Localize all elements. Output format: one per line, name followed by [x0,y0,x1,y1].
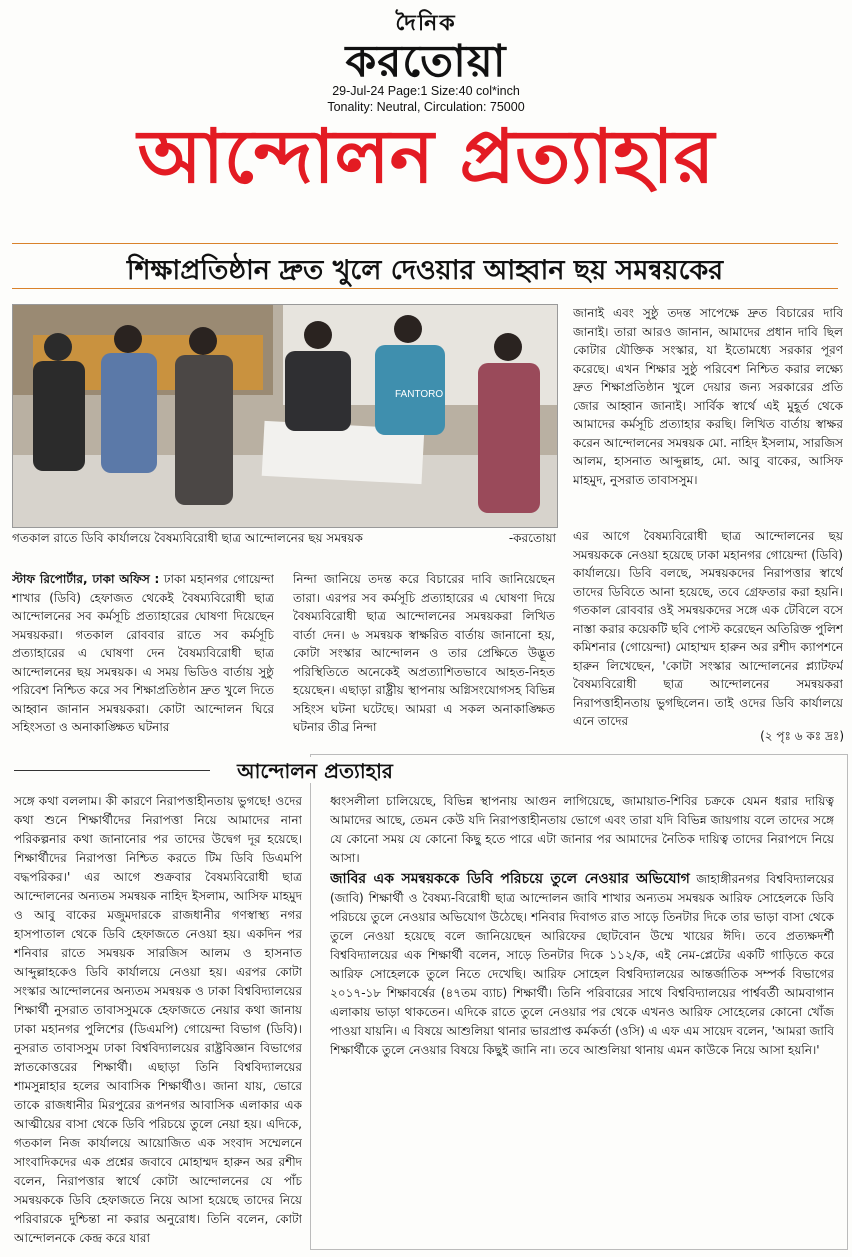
divider-top [12,243,838,244]
photo-caption: গতকাল রাতে ডিবি কার্যালয়ে বৈষম্যবিরোধী ছাত্র আন্দোলনের ছয় সমন্বয়ক [12,531,363,545]
masthead-prefix: দৈনিক [395,11,457,36]
clipping-meta-line2: Tonality: Neutral, Circulation: 75000 [327,100,525,114]
section-title: আন্দোলন প্রত্যাহার [210,757,420,783]
continuation-left-column [14,792,302,1247]
article-column-3b [573,527,843,727]
continuation-right-column [330,792,834,1242]
article-col2-text: নিন্দা জানিয়ে তদন্ত করে বিচারের দাবি জানিয়েছেন তারা। এরপর সব কর্মসূচি প্রত্যাহারের এ ঘোষণা দিয়ে বৈষম্যবিরোধী ছাত্র আন্দোলনের সমন্বয়করা লিখিত বার্তা দেন। ৬ সমন্বয়ক স্বাক্ষরিত বার্তায় জানানো হয়, কোটা সংস্কার আন্দোলন ও তার প্রেক্ষিতে উদ্ভূত পরিস্থিতিতে অনেকেই অপ্রত্যাশিতভাবে আহত-নিহত হয়েছেন। এছাড়া রাষ্ট্রীয় স্থাপনায় অগ্নিসংযোগসহ বিভিন্ন সহিংস ঘটনা ঘটেছে। আমরা এ সকল অনাকাঙ্ক্ষিত ঘটনার তীব্র নিন্দা [293,572,555,734]
article-col3a-text: জানাই এবং সুষ্ঠু তদন্ত সাপেক্ষে দ্রুত বিচারের দাবি জানাই। তারা আরও জানান, আমাদের প্রধান দাবি ছিল কোটার যৌক্তিক সংস্কার, যা ইতোমধ্যে সরকার পূরণ করেছে। এখন শিক্ষার সুষ্ঠু পরিবেশ নিশ্চিত করার লক্ষ্যে দ্রুত শিক্ষাপ্রতিষ্ঠান খুলে দেয়ার জন্য সরকারের প্রতি জোর আহ্বান জানাই। সার্বিক স্বার্থে এই মুহূর্ত থেকে আমাদের কর্মসূচি প্রত্যাহার করছি। লিখিত বার্তায় স্বাক্ষর করেন আন্দোলনের সমন্বয়ক মো. নাহিদ ইসলাম, সারজিস আলম, হাসনাত আব্দুল্লাহ, মো. আবু বাকের, আসিফ মাহমুদ, নুসরাত তাবাসসুম। [573,306,843,487]
shirt-text: FANTORO [395,389,444,400]
continuation-right-p1: ধ্বংসলীলা চালিয়েছে, বিভিন্ন স্থাপনায় আগুন লাগিয়েছে, জামায়াত-শিবির চক্রকে যেমন ধরার দায়িত্ব আমাদের আছে, তেমন কেউ যদি নিরাপত্তাহীনতায় ভোগে এবং তারা যদি বিভিন্ন জায়গায় বলে তাদের সঙ্গে যে কোনো সময় যে কোনো কিছু হতে পারে এটা জানার পর আমাদের নৈতিক দায়িত্ব তাদের নিরাপদে নিয়ে আসা। [330,794,834,865]
photo-caption-row [12,530,556,550]
subheadline: শিক্ষাপ্রতিষ্ঠান দ্রুত খুলে দেওয়ার আহ্বান ছয় সমন্বয়কের [126,255,724,286]
article-col1-text: ঢাকা মহানগর গোয়েন্দা শাখার (ডিবি) হেফাজত থেকেই বৈষম্যবিরোধী ছাত্র আন্দোলনের সব কর্মসূচি প্রত্যাহারের ঘোষণা দিয়েছেন সমন্বয়করা। গতকাল রোববার রাতে সব কর্মসূচি প্রত্যাহারের এ ঘোষণা দেন বৈষম্যবিরোধী ছাত্র আন্দোলনের ছয় সমন্বয়ক। এ সময় ভিডিও বার্তায় সুষ্ঠু পরিবেশ নিশ্চিত করে সব শিক্ষাপ্রতিষ্ঠান দ্রুত খুলে দিতে আহ্বান জানান সমন্বয়করা। কোটা আন্দোলন ঘিরে সহিংসতা ও অনাকাঙ্ক্ষিত ঘটনার [12,572,274,734]
continued-note: (২ পৃঃ ৬ কঃ দ্রঃ) [760,729,844,743]
continuation-left-text: সঙ্গে কথা বললাম। কী কারণে নিরাপত্তাহীনতায় ভুগছে! ওদের কথা শুনে শিক্ষার্থীদের নিরাপত্তা নিয়ে আমাদের নানা পরিকল্পনার কথা জানানোর পর তাদের উদ্বেগ দূর হয়েছে। শিক্ষার্থীদের নিরাপত্তা নিশ্চিত করতে টিম ডিবি ডিএমপি বদ্ধপরিকর।' এর আগে শুক্রবার বৈষম্যবিরোধী ছাত্র আন্দোলনের অন্যতম সমন্বয়ক নাহিদ ইসলাম, আসিফ মাহমুদ ও আবু বাকের মজুমদারকে রাজধানীর গণস্বাস্থ্য নগর হাসপাতাল থেকে ডিবি হেফাজতে নেওয়া হয়। একদিন পর শনিবার রাতে সমন্বয়ক সারজিস আলম ও হাসনাত আব্দুল্লাহকেও ডিবি কার্যালয়ে নেওয়া হয়। এরপর কোটা সংস্কার আন্দোলনের অন্যতম সমন্বয়ক ও ঢাকা বিশ্ববিদ্যালয়ের শিক্ষার্থী নুসরাত তাবাসসুমকে হেফাজতে নেয়ার কথা জানায় ঢাকা মহানগর পুলিশের (ডিএমপি) গোয়েন্দা বিভাগ (ডিবি)। নুসরাত তাবাসসুম ঢাকা বিশ্ববিদ্যালয়ের রাষ্ট্রবিজ্ঞান বিভাগের স্নাতকোত্তরের শিক্ষার্থী। এছাড়া তিনি বিশ্ববিদ্যালয়ের শামসুন্নাহার হলের আবাসিক শিক্ষার্থীও। জানা যায়, ভোরে তাকে রাজধানীর মিরপুরের রূপনগর আবাসিক এলাকার এক আত্মীয়ের বাসা থেকে ডিবি পরিচয়ে তুলে নেয়া হয়। এদিকে, গতকাল নিজ কার্যালয়ে আয়োজিত এক সংবাদ সম্মেলনে সাংবাদিকদের এক প্রশ্নের জবাবে মোহাম্মদ হারুন অর রশীদ বলেন, নিরাপত্তার স্বার্থে কোটা আন্দোলনের যে পাঁচ সমন্বয়ককে ডিবি হেফাজতে নিয়ে আসা হয়েছে তাদের নিয়ে পরিবারকে দুশ্চিন্তা না করার অনুরোধ। তিনি বলেন, কোটা আন্দোলনকে কেন্দ্র করে যারা [14,794,302,1245]
sub-heading: জাবির এক সমন্বয়ককে ডিবি পরিচয়ে তুলে নেওয়ার অভিযোগ [330,871,690,887]
article-column-3a [573,304,843,526]
divider-bottom [12,288,838,289]
clipping-meta-line1: 29-Jul-24 Page:1 Size:40 col*inch [332,84,520,98]
photo-credit: -করতোয়া [508,531,556,545]
continuation-right-p2: জাহাঙ্গীরনগর বিশ্ববিদ্যালয়ের (জাবি) শিক্ষার্থী ও বৈষম্য-বিরোধী ছাত্র আন্দোলন জাবি শাখার অন্যতম সমন্বয়ক আরিফ সোহেলকে ডিবি পরিচয়ে তুলে নেওয়ার অভিযোগ উঠেছে। শনিবার দিবাগত রাত সাড়ে তিনটার দিকে তার ভাড়া বাসা থেকে তুলে নেওয়া হয়েছে বলে জানিয়েছেন আরিফের ছোটবোন উম্মে খায়ের ঈদি। তবে প্রত্যক্ষদর্শী বিশ্ববিদ্যালয়ের এক শিক্ষার্থী বলেন, সাড়ে তিনটার দিকে ১১২/ক, এই নেম-প্লেটের একটি গাড়িতে করে আরিফ সোহেলকে তুলে নিতে দেখেছি। আরিফ সোহেল বিশ্ববিদ্যালয়ের আন্তর্জাতিক সম্পর্ক বিভাগের ২০১৭-১৮ শিক্ষাবর্ষের (৪৭তম ব্যাচ) শিক্ষার্থী। তিনি পরিবারের সাথে বিশ্ববিদ্যালয়ের পার্শ্ববর্তী আমবাগান এলাকায় ভাড়া থাকতেন। এদিকে রাতে তুলে নেওয়ার পর থেকে এখনও আরিফ সোহেলের কোনো খোঁজ পাওয়া যায়নি। এ বিষয়ে আশুলিয়া থানার ভারপ্রাপ্ত কর্মকর্তা (ওসি) এ এফ এম সায়েদ বলেন, 'আমরা জাবি শিক্ষার্থীকে তুলে নেওয়ার বিষয়ে কিছুই জানি না। তবে আশুলিয়া থানায় এমন কাউকে নিয়ে আসা হয়নি।' [330,872,834,1057]
article-column-1 [12,570,274,738]
headline: আন্দোলন প্রত্যাহার [137,114,715,200]
photo-illustration [13,305,557,527]
masthead-logo: করতোয়া [345,36,507,87]
article-col3b-text: এর আগে বৈষম্যবিরোধী ছাত্র আন্দোলনের ছয় সমন্বয়ককে নেওয়া হয়েছে ঢাকা মহানগর গোয়েন্দা (ডিবি) কার্যালয়ে। ডিবি বলছে, সমন্বয়কদের নিরাপত্তার স্বার্থে তাদের ডিবিতে আনা হয়েছে, তবে গ্রেফতার করা হয়নি। গতকাল রোববার ওই সমন্বয়কদের সঙ্গে এক টেবিলে বসে নাস্তা করার কয়েকটি ছবি পোস্ট করেছেন অতিরিক্ত পুলিশ কমিশনার (গোয়েন্দা) মোহাম্মদ হারুন অর রশীদ ক্যাপশনে হারুন লিখেছেন, 'কোটা সংস্কার আন্দোলনের প্ল্যাটফর্ম বৈষম্যবিরোধী ছাত্র আন্দোলনের সমন্বয়করা নিরাপত্তাহীনতায় ভুগছিলেন। তাই ওদের ডিবি কার্যালয়ে এনে তাদের [573,529,843,727]
byline: স্টাফ রিপোর্টার, ঢাকা অফিস : [12,572,160,586]
news-photo [12,304,558,528]
article-column-2 [293,570,555,738]
